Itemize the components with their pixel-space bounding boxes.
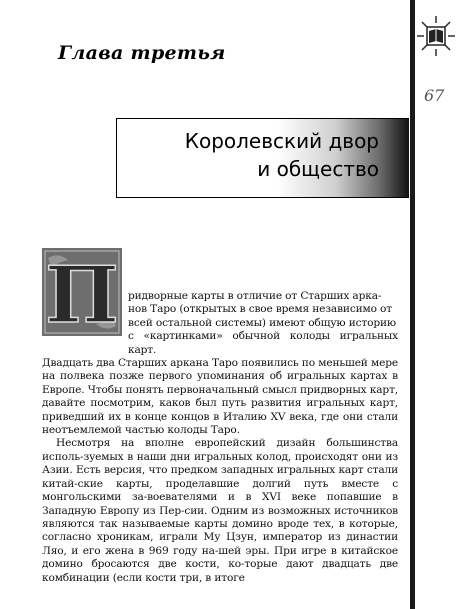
page-edge-bar [410,0,415,609]
drop-cap-letter: П [45,250,119,336]
page-number: 67 [424,86,445,105]
paragraph-1-line-3: всей остальной системы) имеют общую историю [128,316,396,329]
sun-book-emblem-icon [414,14,458,58]
body-text [42,290,398,585]
paragraph-1-line-2: нов Таро (открытых в свое время независимо от [128,303,392,316]
section-title-line-2: и общество [257,157,379,181]
section-title-box [116,118,409,198]
paragraph-1-line-1: ридворные карты в отличие от Старших арка- [128,290,382,302]
paragraph-1-rest: Двадцать два Старших аркана Таро появились по меньшей мере на полвека позже первого упоминания об игральных картах в Европе. Чтобы понять первоначальный смысл придворных карт, давайте посмотрим, каков был путь развития игральных карт, приведший их в конце концов в Италию XV века, где они стали неотъемлемой частью колоды Таро. [42,357,398,437]
paragraph-2: Несмотря на вполне европейский дизайн большинства исполь-зуемых в наши дни игральных колод, происходят они из Азии. Есть версия, что предком западных игральных карт стали китай-ские карты, проделавшие долгий путь вместе с монгольскими за-воевателями и в XVI веке попавшие в Западную Европу из Пер-сии. Одним из возможных источников являются так называемые карты домино вроде тех, в которые, согласно хроникам, играли Му Цзун, император из династии Ляо, и его жена в 969 году на-шей эры. При игре в китайское домино бросаются две кости, ко-торые дают двадцать две комбинации (если кости три, в итоге [42,437,398,584]
paragraph-1-line-4: с «картинками» обычной колоды игральных карт. [128,330,398,356]
chapter-label: Глава третья [58,42,226,64]
section-title-line-1: Королевский двор [184,129,379,153]
